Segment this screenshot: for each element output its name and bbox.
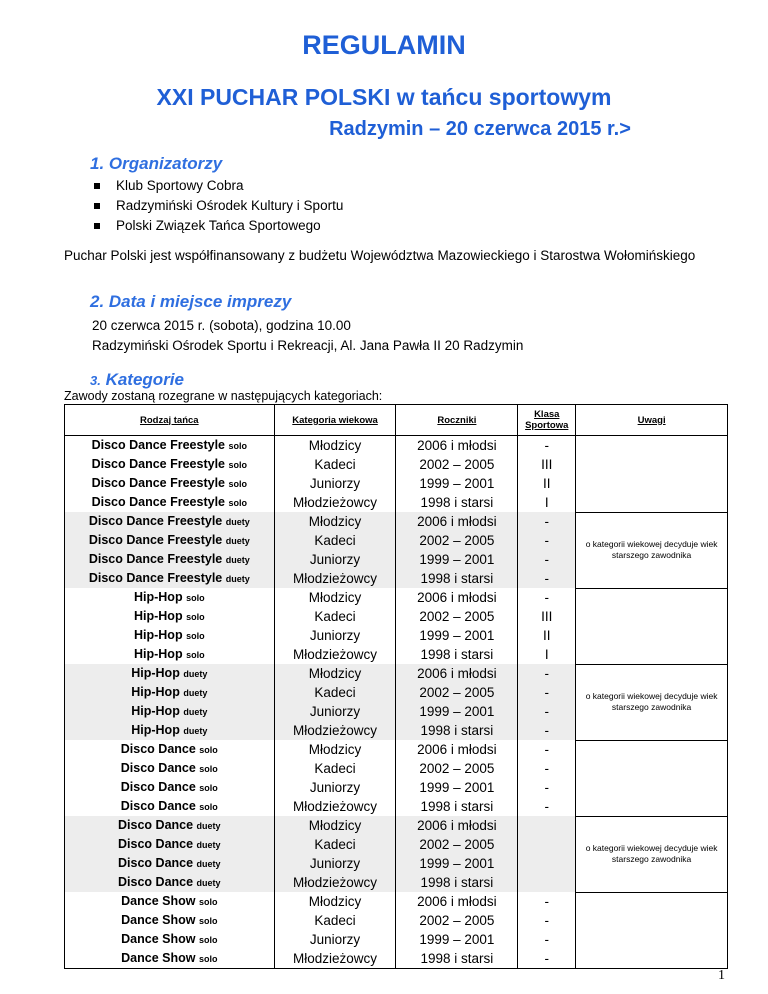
dance-name: Disco Dance (118, 856, 194, 870)
years-cell: 2002 – 2005 (396, 759, 518, 778)
dance-name: Disco Dance Freestyle (91, 476, 225, 490)
event-venue: Radzymiński Ośrodek Sportu i Rekreacji, Al. Jana Pawła II 20 Radzymin (92, 338, 524, 353)
years-cell: 1998 i starsi (396, 645, 518, 664)
age-category-cell: Juniorzy (274, 702, 396, 721)
dance-name: Hip-Hop (133, 647, 183, 661)
age-category-cell: Juniorzy (274, 854, 396, 873)
years-cell: 1999 – 2001 (396, 474, 518, 493)
dance-name: Hip-Hop (131, 704, 180, 718)
age-category-cell: Młodzieżowcy (274, 645, 396, 664)
years-cell: 2006 i młodsi (396, 740, 518, 759)
dance-format: duety (196, 878, 221, 888)
dance-format: solo (228, 441, 247, 451)
dance-name: Disco Dance Freestyle (88, 514, 223, 528)
remarks-cell (576, 759, 728, 778)
dance-format: duety (196, 821, 221, 831)
dance-format: solo (228, 498, 247, 508)
years-cell: 1998 i starsi (396, 721, 518, 740)
age-category-cell: Juniorzy (274, 550, 396, 569)
table-row (65, 892, 728, 911)
age-category-cell: Juniorzy (274, 778, 396, 797)
dance-format: duety (183, 726, 208, 736)
years-cell: 2002 – 2005 (396, 607, 518, 626)
age-category-cell: Kadeci (274, 759, 396, 778)
dance-type-cell (65, 493, 275, 512)
dance-type-cell (65, 702, 275, 721)
remarks-cell (576, 930, 728, 949)
dance-type-cell (65, 778, 275, 797)
remarks-note: o kategorii wiekowej decyduje wiek starszego zawodnika (576, 664, 728, 740)
dance-type-cell (65, 474, 275, 493)
dance-format: duety (183, 688, 208, 698)
age-category-cell: Kadeci (274, 455, 396, 474)
document-title: REGULAMIN (302, 30, 466, 60)
dance-format: duety (225, 536, 250, 546)
sport-class-cell: - (518, 588, 576, 607)
sport-class-cell: II (518, 474, 576, 493)
column-header: Roczniki (396, 405, 518, 436)
sport-class-cell: II (518, 626, 576, 645)
sport-class-cell (518, 835, 576, 854)
years-cell: 2002 – 2005 (396, 531, 518, 550)
dance-type-cell (65, 683, 275, 702)
dance-type-cell (65, 531, 275, 550)
years-cell: 1998 i starsi (396, 949, 518, 969)
sport-class-cell: - (518, 949, 576, 969)
years-cell: 2006 i młodsi (396, 512, 518, 531)
years-cell: 2006 i młodsi (396, 816, 518, 835)
dance-name: Disco Dance Freestyle (88, 533, 223, 547)
age-category-cell: Młodzieżowcy (274, 493, 396, 512)
dance-format: solo (199, 764, 218, 774)
sport-class-cell: - (518, 911, 576, 930)
years-cell: 2006 i młodsi (396, 588, 518, 607)
dance-format: solo (186, 593, 205, 603)
table-row (65, 816, 728, 835)
age-category-cell: Kadeci (274, 835, 396, 854)
dance-format: duety (225, 574, 250, 584)
sport-class-cell: - (518, 892, 576, 911)
age-category-cell: Młodzicy (274, 664, 396, 683)
dance-format: duety (183, 707, 208, 717)
table-row (65, 626, 728, 645)
remarks-cell (576, 778, 728, 797)
years-cell: 1999 – 2001 (396, 702, 518, 721)
table-row (65, 759, 728, 778)
sport-class-cell: - (518, 550, 576, 569)
table-row (65, 512, 728, 531)
remarks-cell (576, 797, 728, 816)
categories-intro: Zawody zostaną rozegrane w następujących kategoriach: (64, 389, 383, 403)
sport-class-cell: - (518, 436, 576, 456)
dance-format: solo (228, 460, 247, 470)
organizers-list (92, 176, 343, 236)
remarks-cell (576, 645, 728, 664)
years-cell: 1999 – 2001 (396, 930, 518, 949)
dance-type-cell (65, 455, 275, 474)
sport-class-cell: - (518, 778, 576, 797)
years-cell: 1999 – 2001 (396, 550, 518, 569)
list-item: Radzymiński Ośrodek Kultury i Sportu (92, 196, 343, 216)
sport-class-cell: III (518, 607, 576, 626)
dance-type-cell (65, 607, 275, 626)
age-category-cell: Juniorzy (274, 474, 396, 493)
funding-paragraph: Puchar Polski jest współfinansowany z budżetu Województwa Mazowieckiego i Starostwa Wołomińskiego (64, 248, 696, 263)
remarks-note: o kategorii wiekowej decyduje wiek starszego zawodnika (576, 512, 728, 588)
dance-name: Disco Dance (120, 799, 196, 813)
dance-name: Dance Show (121, 932, 196, 946)
table-row (65, 797, 728, 816)
years-cell: 1999 – 2001 (396, 854, 518, 873)
dance-name: Dance Show (121, 894, 196, 908)
years-cell: 2002 – 2005 (396, 911, 518, 930)
remarks-cell (576, 455, 728, 474)
dance-name: Disco Dance (120, 761, 196, 775)
dance-name: Disco Dance Freestyle (91, 457, 225, 471)
dance-name: Hip-Hop (133, 628, 183, 642)
age-category-cell: Młodzieżowcy (274, 949, 396, 969)
column-header: Klasa Sportowa (518, 405, 576, 436)
dance-format: duety (196, 840, 221, 850)
sport-class-cell: III (518, 455, 576, 474)
dance-name: Disco Dance (120, 742, 196, 756)
age-category-cell: Młodzicy (274, 512, 396, 531)
age-category-cell: Kadeci (274, 911, 396, 930)
section-heading-date-place: 2. Data i miejsce imprezy (90, 292, 292, 311)
dance-format: duety (196, 859, 221, 869)
dance-type-cell (65, 797, 275, 816)
dance-name: Disco Dance Freestyle (88, 571, 223, 585)
years-cell: 1999 – 2001 (396, 626, 518, 645)
table-row (65, 493, 728, 512)
document-subtitle: XXI PUCHAR POLSKI w tańcu sportowym (156, 84, 612, 110)
dance-format: solo (186, 650, 205, 660)
years-cell: 2006 i młodsi (396, 892, 518, 911)
dance-name: Hip-Hop (131, 723, 180, 737)
dance-type-cell (65, 436, 275, 456)
age-category-cell: Młodzicy (274, 892, 396, 911)
dance-name: Disco Dance Freestyle (88, 552, 223, 566)
dance-type-cell (65, 930, 275, 949)
sport-class-cell: - (518, 683, 576, 702)
dance-type-cell (65, 740, 275, 759)
sport-class-cell (518, 816, 576, 835)
dance-format: solo (198, 935, 218, 945)
remarks-cell (576, 588, 728, 607)
sport-class-cell: - (518, 721, 576, 740)
years-cell: 2002 – 2005 (396, 683, 518, 702)
list-item: Klub Sportowy Cobra (92, 176, 343, 196)
age-category-cell: Młodzieżowcy (274, 797, 396, 816)
dance-name: Dance Show (121, 913, 196, 927)
dance-type-cell (65, 816, 275, 835)
dance-type-cell (65, 873, 275, 892)
dance-type-cell (65, 569, 275, 588)
table-row (65, 455, 728, 474)
sport-class-cell: I (518, 493, 576, 512)
age-category-cell: Kadeci (274, 607, 396, 626)
dance-name: Disco Dance (118, 875, 194, 889)
sport-class-cell: - (518, 702, 576, 721)
table-row (65, 949, 728, 969)
sport-class-cell: - (518, 569, 576, 588)
remarks-cell (576, 911, 728, 930)
age-category-cell: Młodzicy (274, 740, 396, 759)
remarks-note: o kategorii wiekowej decyduje wiek starszego zawodnika (576, 816, 728, 892)
dance-format: solo (228, 479, 247, 489)
remarks-cell (576, 474, 728, 493)
list-item: Polski Związek Tańca Sportowego (92, 216, 343, 236)
age-category-cell: Kadeci (274, 683, 396, 702)
age-category-cell: Juniorzy (274, 930, 396, 949)
table-body (65, 436, 728, 969)
dance-format: solo (186, 631, 205, 641)
dance-format: solo (199, 745, 218, 755)
age-category-cell: Młodzieżowcy (274, 721, 396, 740)
dance-name: Disco Dance (118, 818, 194, 832)
dance-type-cell (65, 892, 275, 911)
dance-name: Dance Show (121, 951, 196, 965)
table-row (65, 436, 728, 456)
remarks-cell (576, 607, 728, 626)
sport-class-cell: - (518, 797, 576, 816)
table-row (65, 474, 728, 493)
sport-class-cell: I (518, 645, 576, 664)
table-row (65, 930, 728, 949)
table-row (65, 645, 728, 664)
table-row (65, 911, 728, 930)
column-header: Rodzaj tańca (65, 405, 275, 436)
dance-type-cell (65, 550, 275, 569)
section-heading-organizers: 1. Organizatorzy (90, 154, 223, 173)
dance-type-cell (65, 835, 275, 854)
dance-name: Hip-Hop (131, 666, 180, 680)
remarks-cell (576, 493, 728, 512)
dance-name: Hip-Hop (131, 685, 180, 699)
sport-class-cell: - (518, 531, 576, 550)
years-cell: 2002 – 2005 (396, 835, 518, 854)
age-category-cell: Młodzicy (274, 436, 396, 456)
dance-format: solo (186, 612, 205, 622)
dance-type-cell (65, 759, 275, 778)
dance-format: solo (198, 897, 218, 907)
remarks-cell (576, 892, 728, 911)
sport-class-cell (518, 854, 576, 873)
dance-name: Disco Dance (120, 780, 196, 794)
years-cell: 1998 i starsi (396, 493, 518, 512)
sport-class-cell (518, 873, 576, 892)
table-row (65, 664, 728, 683)
age-category-cell: Młodzicy (274, 588, 396, 607)
dance-name: Disco Dance (118, 837, 194, 851)
event-date: 20 czerwca 2015 r. (sobota), godzina 10.00 (92, 318, 351, 333)
section-title: Kategorie (105, 370, 184, 389)
years-cell: 1998 i starsi (396, 797, 518, 816)
age-category-cell: Kadeci (274, 531, 396, 550)
years-cell: 2002 – 2005 (396, 455, 518, 474)
years-cell: 2006 i młodsi (396, 664, 518, 683)
column-header: Uwagi (576, 405, 728, 436)
age-category-cell: Młodzieżowcy (274, 873, 396, 892)
sport-class-cell: - (518, 759, 576, 778)
years-cell: 2006 i młodsi (396, 436, 518, 456)
years-cell: 1998 i starsi (396, 873, 518, 892)
dance-type-cell (65, 721, 275, 740)
document-date-line: Radzymin – 20 czerwca 2015 r.> (329, 118, 631, 140)
table-row (65, 740, 728, 759)
dance-type-cell (65, 911, 275, 930)
section-number: 3. (90, 373, 101, 388)
sport-class-cell: - (518, 664, 576, 683)
dance-format: solo (198, 916, 218, 926)
remarks-cell (576, 436, 728, 456)
age-category-cell: Młodzicy (274, 816, 396, 835)
dance-format: solo (198, 954, 218, 964)
column-header: Kategoria wiekowa (274, 405, 396, 436)
sport-class-cell: - (518, 512, 576, 531)
dance-type-cell (65, 588, 275, 607)
dance-format: solo (199, 802, 218, 812)
table-row (65, 588, 728, 607)
dance-type-cell (65, 854, 275, 873)
table-row (65, 607, 728, 626)
categories-table (64, 404, 728, 969)
sport-class-cell: - (518, 930, 576, 949)
page-number: 1 (718, 968, 725, 983)
dance-type-cell (65, 512, 275, 531)
table-row (65, 778, 728, 797)
age-category-cell: Młodzieżowcy (274, 569, 396, 588)
remarks-cell (576, 740, 728, 759)
dance-name: Hip-Hop (133, 590, 183, 604)
dance-name: Disco Dance Freestyle (91, 495, 225, 509)
dance-format: solo (199, 783, 218, 793)
dance-type-cell (65, 626, 275, 645)
years-cell: 1999 – 2001 (396, 778, 518, 797)
dance-format: duety (183, 669, 208, 679)
dance-type-cell (65, 645, 275, 664)
dance-name: Hip-Hop (133, 609, 183, 623)
years-cell: 1998 i starsi (396, 569, 518, 588)
dance-type-cell (65, 949, 275, 969)
remarks-cell (576, 626, 728, 645)
dance-name: Disco Dance Freestyle (91, 438, 225, 452)
sport-class-cell: - (518, 740, 576, 759)
dance-type-cell (65, 664, 275, 683)
dance-format: duety (225, 555, 250, 565)
remarks-cell (576, 949, 728, 969)
dance-format: duety (225, 517, 250, 527)
age-category-cell: Juniorzy (274, 626, 396, 645)
